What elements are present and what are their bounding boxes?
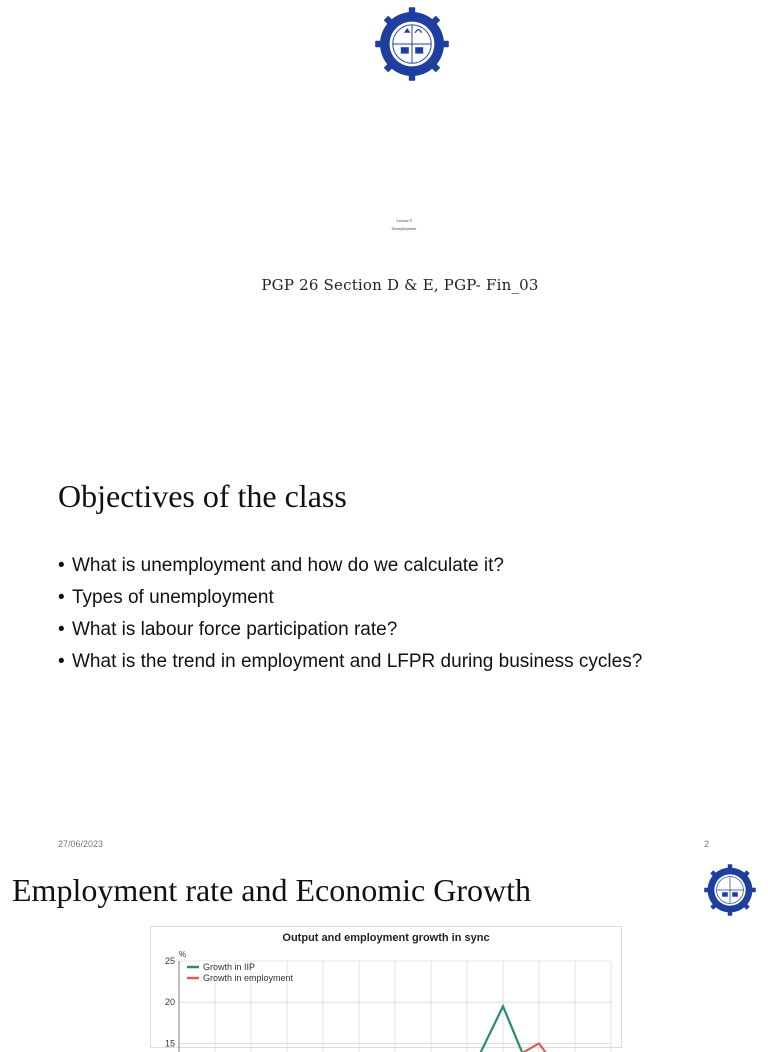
topic-label: Unemployment	[391, 226, 417, 231]
chart-title: Output and employment growth in sync	[282, 932, 490, 944]
chart-legend	[187, 962, 294, 983]
title-slide	[0, 0, 768, 428]
iim-logo	[702, 862, 758, 918]
course-subtitle: PGP 26 Section D & E, PGP- Fin_03	[261, 276, 539, 294]
slide-title: Objectives of the class	[58, 478, 347, 514]
iim-logo	[372, 4, 452, 84]
bullet-item: • What is unemployment and how do we calculate it?	[58, 550, 642, 582]
chart-container	[150, 926, 622, 1048]
slide-title: Employment rate and Economic Growth	[12, 872, 531, 908]
objectives-list	[58, 550, 642, 678]
y-tick-labels	[165, 956, 175, 1052]
y-tick-label: 20	[164, 997, 175, 1008]
legend-label: Growth in employment	[203, 973, 294, 983]
y-tick-label: 25	[164, 956, 175, 966]
chart-series	[215, 1006, 615, 1052]
bullet-item: • Types of unemployment	[58, 582, 642, 614]
page-number: 2	[704, 839, 710, 849]
legend-label: Growth in IIP	[203, 962, 256, 972]
lecture-label: Lecture 8	[396, 218, 412, 223]
slide-date: 27/06/2023	[58, 839, 104, 849]
objectives-slide	[0, 428, 768, 856]
y-axis-unit: %	[179, 950, 187, 959]
growth-chart	[151, 927, 621, 1047]
bullet-item: • What is the trend in employment and LFPR during business cycles?	[58, 646, 642, 678]
employment-slide	[0, 856, 768, 1049]
bullet-item: • What is labour force participation rate?	[58, 614, 642, 646]
y-tick-label: 15	[164, 1038, 175, 1049]
